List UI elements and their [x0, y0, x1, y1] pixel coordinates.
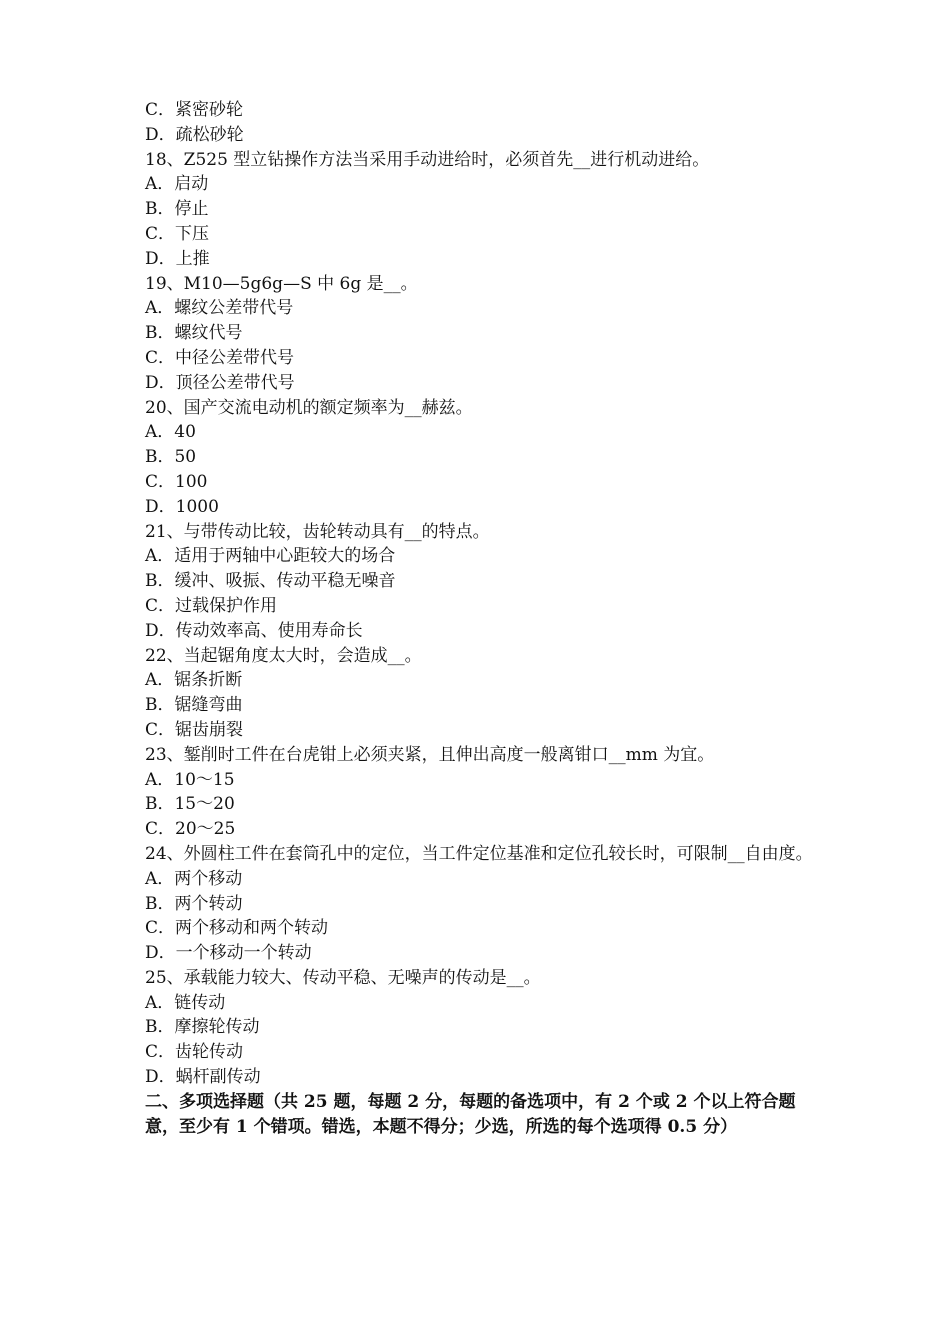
option-line: B．停止: [145, 199, 209, 220]
option-line: A．两个移动: [145, 868, 243, 889]
question-22: [145, 644, 815, 743]
question-24: [145, 842, 815, 966]
prev-options: [145, 98, 815, 148]
option-line: C．锯齿崩裂: [145, 719, 244, 740]
option-line: C．两个移动和两个转动: [145, 918, 329, 939]
question-stem: 19、M10—5g6g—S 中 6g 是__。: [145, 273, 418, 294]
question-19: [145, 272, 815, 396]
option-line: C．紧密砂轮: [145, 100, 244, 120]
option-line: A．适用于两轴中心距较大的场合: [145, 546, 396, 567]
question-21: [145, 520, 815, 644]
option-line: C．100: [145, 471, 208, 492]
option-line: A．启动: [145, 174, 209, 195]
option-line: B．螺纹代号: [145, 323, 243, 344]
question-stem: 25、承载能力较大、传动平稳、无噪声的传动是__。: [145, 967, 541, 988]
question-20: [145, 396, 815, 520]
option-line: D．一个移动一个转动: [145, 943, 312, 964]
option-line: C．过载保护作用: [145, 595, 278, 616]
question-stem: 23、錾削时工件在台虎钳上必须夹紧，且伸出高度一般离钳口__mm 为宜。: [145, 744, 715, 765]
option-line: B．锯缝弯曲: [145, 695, 243, 716]
option-line: B．摩擦轮传动: [145, 1017, 260, 1038]
option-line: D．顶径公差带代号: [145, 372, 295, 393]
question-23: [145, 743, 815, 842]
question-stem: 20、国产交流电动机的额定频率为__赫兹。: [145, 397, 473, 418]
option-line: A．锯条折断: [145, 670, 243, 691]
section-heading: 二、多项选择题（共 25 题，每题 2 分，每题的备选项中，有 2 个或 2 个以上符合题意，至少有 1 个错项。错选，本题不得分；少选，所选的每个选项得 0.5 分）: [145, 1091, 796, 1137]
question-stem: 18、Z525 型立钻操作方法当采用手动进给时，必须首先__进行机动进给。: [145, 149, 710, 170]
question-stem: 22、当起锯角度太大时，会造成__。: [145, 645, 422, 666]
option-line: C．20～25: [145, 819, 236, 840]
option-line: B．15～20: [145, 794, 235, 815]
option-line: B．缓冲、吸振、传动平稳无噪音: [145, 571, 396, 592]
option-line: C．齿轮传动: [145, 1042, 244, 1063]
question-stem: 24、外圆柱工件在套筒孔中的定位，当工件定位基准和定位孔较长时，可限制__自由度。: [145, 843, 813, 864]
question-stem: 21、与带传动比较，齿轮转动具有__的特点。: [145, 521, 490, 542]
document-page: [145, 98, 815, 1156]
option-line: D．上推: [145, 248, 210, 269]
option-line: D．疏松砂轮: [145, 124, 244, 145]
option-line: C．中径公差带代号: [145, 347, 295, 368]
option-line: A．螺纹公差带代号: [145, 298, 294, 319]
option-line: B．50: [145, 447, 197, 468]
question-25: [145, 966, 815, 1090]
option-line: D．1000: [145, 496, 219, 517]
option-line: A．链传动: [145, 992, 226, 1013]
option-line: D．传动效率高、使用寿命长: [145, 620, 363, 641]
option-line: A．40: [145, 422, 196, 443]
option-line: B．两个转动: [145, 893, 243, 914]
option-line: C．下压: [145, 223, 210, 244]
question-18: [145, 148, 815, 272]
option-line: A．10～15: [145, 769, 235, 790]
option-line: D．蜗杆副传动: [145, 1067, 261, 1088]
